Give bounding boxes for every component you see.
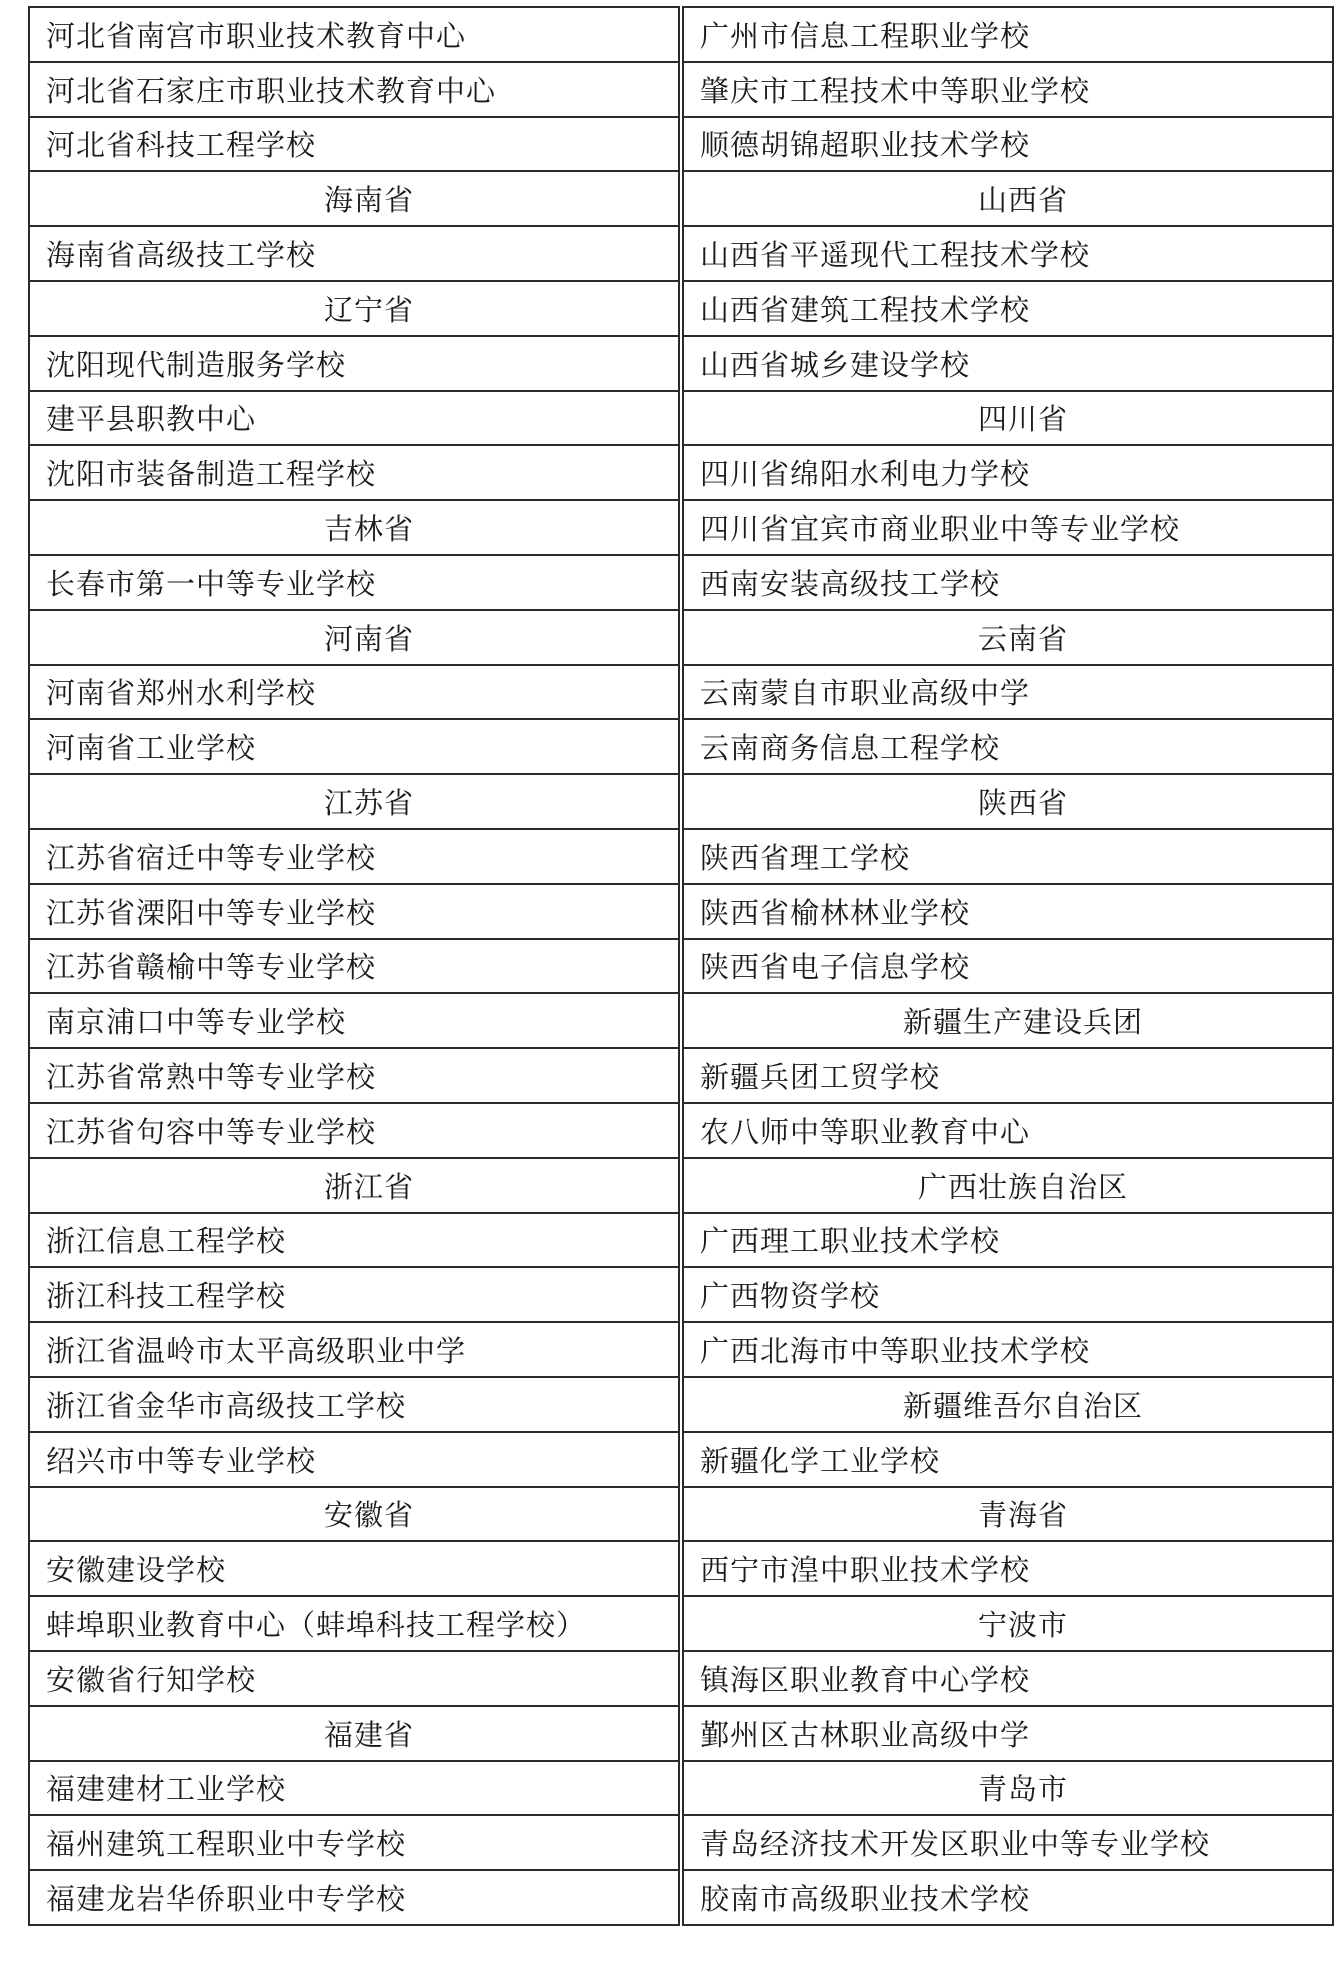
table-row: 福建建材工业学校 — [30, 1760, 678, 1815]
table-row: 河北省石家庄市职业技术教育中心 — [30, 61, 678, 116]
province-header: 新疆维吾尔自治区 — [684, 1376, 1332, 1431]
table-left-column — [28, 6, 680, 1926]
province-header: 新疆生产建设兵团 — [684, 992, 1332, 1047]
province-header: 青岛市 — [684, 1760, 1332, 1815]
table-row: 江苏省常熟中等专业学校 — [30, 1047, 678, 1102]
table-row: 江苏省宿迁中等专业学校 — [30, 828, 678, 883]
province-header: 福建省 — [30, 1705, 678, 1760]
table-row: 安徽建设学校 — [30, 1540, 678, 1595]
table-row: 广西北海市中等职业技术学校 — [684, 1321, 1332, 1376]
table-row: 浙江省金华市高级技工学校 — [30, 1376, 678, 1431]
table-row: 山西省平遥现代工程技术学校 — [684, 225, 1332, 280]
table-row: 广西物资学校 — [684, 1266, 1332, 1321]
table-row: 新疆兵团工贸学校 — [684, 1047, 1332, 1102]
province-header: 辽宁省 — [30, 280, 678, 335]
table-row: 广州市信息工程职业学校 — [684, 6, 1332, 61]
table-row: 沈阳现代制造服务学校 — [30, 335, 678, 390]
table-right-column — [682, 6, 1334, 1926]
table-row: 山西省建筑工程技术学校 — [684, 280, 1332, 335]
table-row: 四川省绵阳水利电力学校 — [684, 444, 1332, 499]
table-row: 肇庆市工程技术中等职业学校 — [684, 61, 1332, 116]
table-row: 绍兴市中等专业学校 — [30, 1431, 678, 1486]
school-list-table — [28, 6, 1334, 1976]
province-header: 宁波市 — [684, 1595, 1332, 1650]
table-row: 云南蒙自市职业高级中学 — [684, 664, 1332, 719]
province-header: 江苏省 — [30, 773, 678, 828]
table-row: 河南省郑州水利学校 — [30, 664, 678, 719]
table-row: 海南省高级技工学校 — [30, 225, 678, 280]
table-row: 河北省南宫市职业技术教育中心 — [30, 6, 678, 61]
province-header: 广西壮族自治区 — [684, 1157, 1332, 1212]
province-header: 海南省 — [30, 170, 678, 225]
table-row: 新疆化学工业学校 — [684, 1431, 1332, 1486]
table-row: 沈阳市装备制造工程学校 — [30, 444, 678, 499]
table-row: 镇海区职业教育中心学校 — [684, 1650, 1332, 1705]
table-row: 蚌埠职业教育中心（蚌埠科技工程学校） — [30, 1595, 678, 1650]
table-row: 建平县职教中心 — [30, 390, 678, 445]
province-header: 浙江省 — [30, 1157, 678, 1212]
table-row: 西南安装高级技工学校 — [684, 554, 1332, 609]
table-row: 陕西省理工学校 — [684, 828, 1332, 883]
province-header: 安徽省 — [30, 1486, 678, 1541]
table-row: 安徽省行知学校 — [30, 1650, 678, 1705]
table-row: 农八师中等职业教育中心 — [684, 1102, 1332, 1157]
table-row: 浙江信息工程学校 — [30, 1212, 678, 1267]
table-row: 广西理工职业技术学校 — [684, 1212, 1332, 1267]
table-row: 陕西省电子信息学校 — [684, 938, 1332, 993]
table-row: 南京浦口中等专业学校 — [30, 992, 678, 1047]
province-header: 吉林省 — [30, 499, 678, 554]
table-row: 顺德胡锦超职业技术学校 — [684, 116, 1332, 171]
table-row: 福州建筑工程职业中专学校 — [30, 1814, 678, 1869]
province-header: 青海省 — [684, 1486, 1332, 1541]
table-row: 河北省科技工程学校 — [30, 116, 678, 171]
table-row: 福建龙岩华侨职业中专学校 — [30, 1869, 678, 1924]
table-row: 河南省工业学校 — [30, 718, 678, 773]
province-header: 河南省 — [30, 609, 678, 664]
table-row: 山西省城乡建设学校 — [684, 335, 1332, 390]
table-row: 江苏省溧阳中等专业学校 — [30, 883, 678, 938]
table-row: 青岛经济技术开发区职业中等专业学校 — [684, 1814, 1332, 1869]
table-row: 云南商务信息工程学校 — [684, 718, 1332, 773]
province-header: 山西省 — [684, 170, 1332, 225]
table-row: 陕西省榆林林业学校 — [684, 883, 1332, 938]
province-header: 陕西省 — [684, 773, 1332, 828]
table-row: 江苏省句容中等专业学校 — [30, 1102, 678, 1157]
province-header: 四川省 — [684, 390, 1332, 445]
table-row: 江苏省赣榆中等专业学校 — [30, 938, 678, 993]
table-row: 西宁市湟中职业技术学校 — [684, 1540, 1332, 1595]
province-header: 云南省 — [684, 609, 1332, 664]
table-row: 浙江科技工程学校 — [30, 1266, 678, 1321]
table-row: 胶南市高级职业技术学校 — [684, 1869, 1332, 1924]
table-row: 浙江省温岭市太平高级职业中学 — [30, 1321, 678, 1376]
table-row: 鄞州区古林职业高级中学 — [684, 1705, 1332, 1760]
table-row: 四川省宜宾市商业职业中等专业学校 — [684, 499, 1332, 554]
table-row: 长春市第一中等专业学校 — [30, 554, 678, 609]
